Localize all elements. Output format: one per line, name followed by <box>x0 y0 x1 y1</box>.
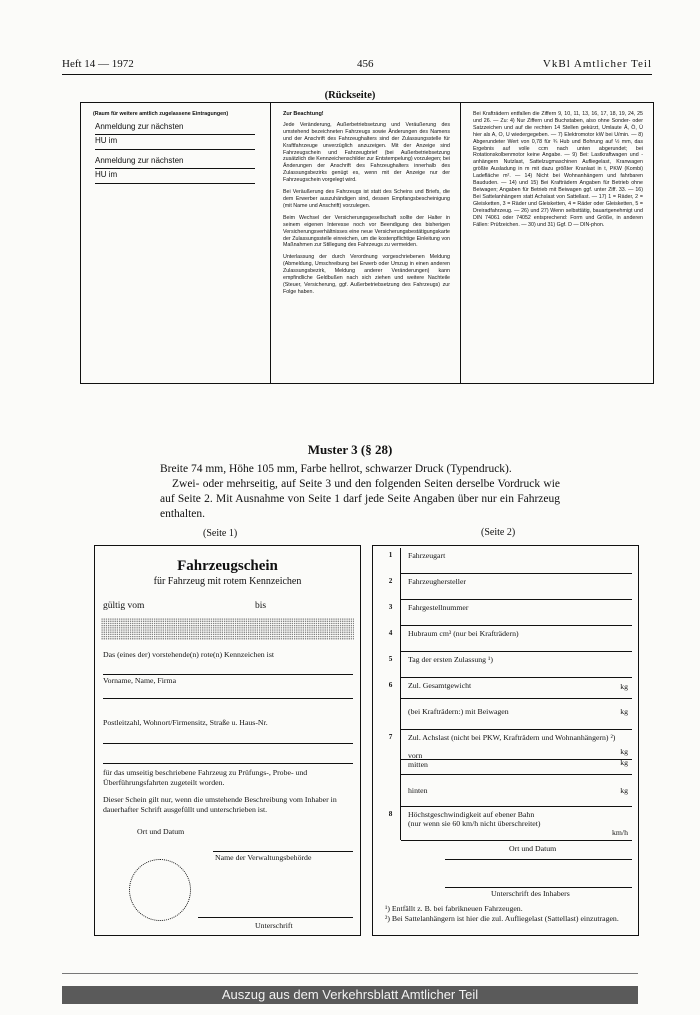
axle-front-label: vorn <box>408 751 423 760</box>
header-rule <box>62 74 652 75</box>
field-number: 7 <box>381 730 401 807</box>
signature-rule <box>198 917 353 918</box>
page-header <box>62 58 652 74</box>
field-number: 3 <box>381 600 401 626</box>
back-side-title: (Rückseite) <box>324 90 376 101</box>
fahrzeugschein-page-2 <box>372 545 639 936</box>
vehicle-plate-line: Das (eines der) vorstehende(n) rote(n) Kennzeichen ist <box>103 650 275 659</box>
field-row <box>381 652 632 678</box>
seite-2-label: (Seite 2) <box>481 527 516 538</box>
field-number: 1 <box>381 548 401 574</box>
field-rule <box>401 759 632 760</box>
notice-heading: Zur Beachtung! <box>283 111 324 117</box>
field-label: Tag der ersten Zulassung ¹) <box>408 655 493 664</box>
hu-rule <box>95 149 255 150</box>
address-label: Postleitzahl, Wohnort/Firmensitz, Straße u. Haus-Nr. <box>103 718 268 727</box>
unit-kg: kg <box>620 747 628 756</box>
journal-name: VkBl Amtlicher Teil <box>542 58 652 70</box>
registration-line: Anmeldung zur nächsten <box>95 122 184 131</box>
back-column-notice <box>271 103 461 383</box>
field-row <box>381 807 632 840</box>
notice-paragraph: Beim Wechsel der Versicherungsgesellschaft sollte der Halter in seinem eigenen Interesse noch vor Beendigung des bisherigen Versicherungsverhältnisses eine neue Versicherungsbestätigungskarte der Zulassungsstelle einreichen, um die kostenpflichtige Einleitung von Maßnahmen zur Stillegung des Fahrzeugs zu vermeiden. <box>283 214 450 249</box>
footnote: ¹) Entfällt z. B. bei fabrikneuen Fahrzeugen. <box>385 904 523 913</box>
notice-paragraph: Unterlassung der durch Verordnung vorgeschriebenen Meldung (Abmeldung, Umschreibung bei Erwerb oder Umzug in einen anderen Zulassungsbezirk, Meldung anderer Veränderungen) kann empfindliche Geldbußen nach sich ziehen und weitere Nachteile (Steuer, Versicherung, ggf. Außerbetriebsetzung des Fahrzeugs) zur Folge haben. <box>283 254 450 295</box>
field-label: Fahrzeughersteller <box>408 577 467 586</box>
name-label: Vorname, Name, Firma <box>103 676 177 685</box>
footnotes-text <box>461 103 653 228</box>
field-rule <box>401 698 632 699</box>
registration-line: Anmeldung zur nächsten <box>95 156 184 165</box>
fahrzeugschein-page-1 <box>94 545 361 936</box>
field-row <box>381 600 632 626</box>
issue-label: Heft 14 — 1972 <box>62 58 134 70</box>
place-date-label: Ort und Datum <box>509 844 557 853</box>
holder-signature-rule <box>445 887 632 888</box>
back-column-registrations <box>81 103 271 383</box>
place-date-rule <box>445 859 632 860</box>
plate-rule <box>103 674 353 675</box>
unit-kg: kg <box>620 682 628 691</box>
field-number: 5 <box>381 652 401 678</box>
seite-1-label: (Seite 1) <box>203 528 238 539</box>
footnote-paragraph: Bei Krafträdern entfallen die Ziffern 9, 10, 11, 13, 16, 17, 18, 19, 24, 25 und 26. — Zu: 4) Nur Ziffern und Buchstaben, also ohne Sonder- oder Satzzeichen und auf die rechten 14 Stellen gekürzt, Umlaute Ä, Ö, Ü hier als A, O, U wiedergegeben. — 7) Elektromotor kW bei U/min. — 8) Abgerundeter Wert von 0,78 für ¾ Hub und Bohrung auf ½ mm, das Ergebnis auf volle ccm nach unten abgerundet; bei Rotationskolbenmotor keine Angabe. — 9) Bei: Lastkraftwagen und -anhängern Nutzlast, Sattelzugmaschinen Aufliegelast, Kranwagen größte Ausladung in m mit dazu größter Kranlast in t, PKW (Kombi) Ladefläche m². — 14) Nicht bei Wohnanhängern und fahrbaren Baududen. — 14) und 15) Bei Krafträdern Angaben für Betrieb ohne Beiwagen; Angaben für Betrieb mit Beiwagen ggf. unter Ziff. 33. — 16) Bei Sattelanhängern statt Achslast von Sattellast. — 17) 1 = Räder, 2 = Gleisketten, 3 = Räder und Gleisketten, 4 = Räder oder Gleisketten, 5 = Dreiradfahrzeug. — 26) und 27) Wenn selbsttätig, bauartgenehmigt und DIN 74061 oder 74052 entsprechend: Form und Größe, in anderen Fällen: Prüfzeichen. — 30) und 31) Ggf. D — DIN-phon. <box>473 111 643 228</box>
notice-paragraph: Jede Veränderung, Außerbetriebsetzung und Veräußerung des umstehend bezeichneten Fahrzeugs sowie Änderungen des Namens und der Anschrift des Fahrzeughalters sind der Zulassungsstelle für Kraftfahrzeuge unverzüglich anzuzeigen. Mit der Anzeige sind Fahrzeugschein und Fahrzeugbrief (bei Außerbetriebsetzung zusätzlich die Kennzeichenschilder zur Entstempelung) vorzulegen; bei Änderungen der Anschrift des Fahrzeughalters innerhalb des Zulassungsbezirks genügt es, wenn mit der Anzeige nur der Fahrzeugschein vorgelegt wird. <box>283 121 450 184</box>
address-rule-2 <box>103 763 353 764</box>
field-number: 8 <box>381 807 401 840</box>
field-sub-label: (nur wenn sie 60 km/h nicht überschreitet) <box>408 819 541 828</box>
seal-stamp-area <box>129 859 191 921</box>
field-rule <box>401 840 632 841</box>
red-plate-field <box>101 618 354 640</box>
place-date-label: Ort und Datum <box>137 827 185 836</box>
field-row <box>381 548 632 574</box>
unit-kg: kg <box>620 707 628 716</box>
field-label: Zul. Gesamtgewicht <box>408 681 472 690</box>
validity-text: Dieser Schein gilt nur, wenn die umstehende Beschreibung vom Inhaber in dauerhafter Schrift ausgefüllt und unterschrieben ist. <box>103 795 337 814</box>
valid-to-label: bis <box>255 601 267 611</box>
notice-paragraph: Bei Veräußerung des Fahrzeugs ist statt des Scheins und Briefs, die dem Erwerber auszuhändigen sind, dessen Empfangsbescheinigung (mit Name und Anschrift) vorzulegen. <box>283 189 450 209</box>
registration-rule <box>95 168 255 169</box>
unit-kg: kg <box>620 758 628 767</box>
back-side-box <box>80 102 654 384</box>
field-number: 6 <box>381 678 401 730</box>
axle-middle-label: mitten <box>408 760 428 769</box>
field-rule <box>401 774 632 775</box>
purpose-text: für das umseitig beschriebene Fahrzeug zu Prüfungs-, Probe- und Überführungsfahrten zugeteilt worden. <box>103 768 308 787</box>
notice-text <box>271 103 460 296</box>
field-row <box>381 626 632 652</box>
field-row <box>381 730 632 807</box>
field-number: 2 <box>381 574 401 600</box>
field-label: Fahrzeugart <box>408 551 446 560</box>
field-label: Höchstgeschwindigkeit auf ebener Bahn <box>408 810 535 819</box>
field-label: Zul. Achslast (nicht bei PKW, Krafträdern und Wohnanhängern) ²) <box>408 733 616 742</box>
unit-kmh: km/h <box>611 828 628 837</box>
page-number: 456 <box>357 58 374 70</box>
fahrzeugschein-title: Fahrzeugschein <box>177 558 278 574</box>
fahrzeugschein-subtitle: für Fahrzeug mit rotem Kennzeichen <box>153 576 302 587</box>
hu-label: HU im <box>95 170 118 179</box>
hu-label: HU im <box>95 136 118 145</box>
field-label: Hubraum cm³ (nur bei Krafträdern) <box>408 629 519 638</box>
muster-description <box>160 462 560 522</box>
footer-rule <box>62 973 638 974</box>
back-column-footnotes <box>461 103 653 383</box>
valid-from-label: gültig vom <box>103 601 145 611</box>
footer-banner: Auszug aus dem Verkehrsblatt Amtlicher Teil <box>62 986 638 1004</box>
field-number: 4 <box>381 626 401 652</box>
field-row <box>381 574 632 600</box>
field-sub-label: (bei Krafträdern:) mit Beiwagen <box>408 707 509 716</box>
registration-rule <box>95 134 255 135</box>
footnote: ²) Bei Sattelanhängern ist hier die zul. Aufliegelast (Sattellast) einzutragen. <box>385 914 619 923</box>
unit-kg: kg <box>620 786 628 795</box>
hu-rule <box>95 183 255 184</box>
pages-paragraph: Zwei- oder mehrseitig, auf Seite 3 und den folgenden Seiten derselbe Vordruck wie auf Seite 2. Mit Ausnahme von Seite 1 darf jede Seite Angaben über nur ein Fahrzeug enthalten. <box>160 478 560 520</box>
name-rule <box>103 698 353 699</box>
extra-entries-note: (Raum für weitere amtlich zugelassene Eintragungen) <box>93 111 229 117</box>
address-rule <box>103 743 353 744</box>
field-row <box>381 678 632 730</box>
format-paragraph: Breite 74 mm, Höhe 105 mm, Farbe hellrot, schwarzer Druck (Typendruck). <box>160 463 512 475</box>
authority-label: Name der Verwaltungsbehörde <box>215 853 312 862</box>
axle-rear-label: hinten <box>408 786 428 795</box>
signature-label: Unterschrift <box>255 921 293 930</box>
muster-title: Muster 3 (§ 28) <box>307 442 393 457</box>
authority-rule <box>213 851 353 852</box>
field-label: Fahrgestellnummer <box>408 603 469 612</box>
holder-signature-label: Unterschrift des Inhabers <box>491 889 570 898</box>
